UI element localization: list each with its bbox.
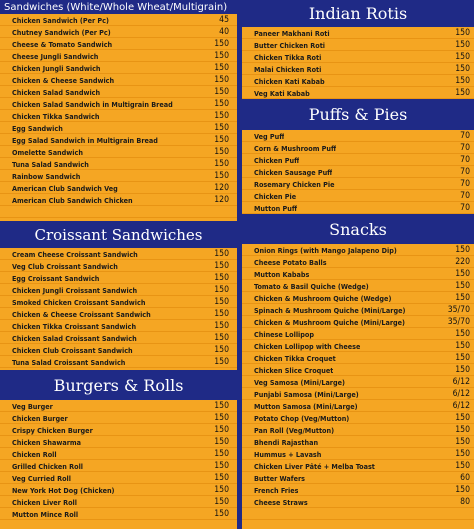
item-name: Chicken Jungli Croissant Sandwich (12, 285, 138, 295)
item-name: Chicken Tikka Roti (254, 52, 322, 62)
item-price: 150 (214, 401, 229, 411)
item-name: Chicken Roll (12, 449, 57, 459)
section-title: Snacks (329, 219, 387, 239)
item-name: Veg Curried Roll (12, 473, 71, 483)
item-name: Chicken Salad Sandwich (12, 87, 101, 97)
section-header-croissant (0, 221, 237, 248)
item-price: 70 (460, 143, 470, 153)
item-name: Chicken Kati Kabab (254, 76, 325, 86)
item-price: 150 (214, 449, 229, 459)
item-price: 150 (214, 39, 229, 49)
item-name: Chicken Jungli Sandwich (12, 63, 101, 73)
item-name: Smoked Chicken Croissant Sandwich (12, 297, 146, 307)
menu-item (242, 202, 474, 214)
menu-item (242, 51, 474, 63)
section-title: Puffs & Pies (308, 105, 408, 124)
menu-item (0, 122, 237, 134)
menu-item (242, 352, 474, 364)
item-price: 150 (214, 159, 229, 169)
item-price: 150 (214, 437, 229, 447)
item-name: Cheese Jungli Sandwich (12, 51, 99, 61)
menu-item (0, 158, 237, 170)
item-price: 35/70 (447, 305, 470, 315)
item-price: 150 (214, 171, 229, 181)
item-name: Tomato & Basil Quiche (Wedge) (254, 281, 369, 291)
section-header-sandwiches (0, 0, 237, 14)
item-name: Veg Kati Kabab (254, 88, 310, 98)
menu-item (0, 134, 237, 146)
item-price: 150 (455, 52, 470, 62)
item-price: 150 (214, 135, 229, 145)
menu-item (0, 182, 237, 194)
item-name: Rainbow Sandwich (12, 171, 81, 181)
menu-item (0, 38, 237, 50)
item-price: 70 (460, 131, 470, 141)
item-price: 70 (460, 191, 470, 201)
menu-item (0, 284, 237, 296)
item-name: Chicken & Cheese Croissant Sandwich (12, 309, 151, 319)
item-price: 45 (219, 15, 229, 25)
item-price: 150 (214, 321, 229, 331)
menu-item (242, 400, 474, 412)
menu-item (242, 87, 474, 99)
item-name: Chicken Slice Croquet (254, 365, 334, 375)
item-price: 150 (455, 88, 470, 98)
item-price: 150 (214, 473, 229, 483)
item-name: Tuna Salad Croissant Sandwich (12, 357, 126, 367)
menu-item (242, 448, 474, 460)
item-name: Onion Rings (with Mango Jalapeno Dip) (254, 245, 397, 255)
item-name: Veg Burger (12, 401, 53, 411)
item-price: 120 (214, 195, 229, 205)
item-price: 60 (460, 473, 470, 483)
item-price: 150 (455, 353, 470, 363)
section-header-rotis (242, 0, 474, 27)
menu-item (0, 86, 237, 98)
item-price: 220 (455, 257, 470, 267)
item-price: 150 (214, 509, 229, 519)
item-name: Chinese Lollipop (254, 329, 314, 339)
menu-item (0, 146, 237, 158)
item-price: 150 (455, 76, 470, 86)
burgers-list (0, 400, 237, 529)
menu-item (242, 496, 474, 508)
item-price: 150 (455, 329, 470, 339)
item-name: Egg Salad Sandwich in Multigrain Bread (12, 135, 158, 145)
item-name: Punjabi Samosa (Mini/Large) (254, 389, 359, 399)
item-name: Mutton Kababs (254, 269, 310, 279)
item-name: Cheese Potato Balls (254, 257, 327, 267)
item-name: Omelette Sandwich (12, 147, 83, 157)
item-price: 150 (214, 123, 229, 133)
item-name: Hummus + Lavash (254, 449, 322, 459)
item-price: 150 (455, 281, 470, 291)
section-header-burgers (0, 370, 237, 400)
item-price: 150 (455, 449, 470, 459)
section-title: Indian Rotis (308, 4, 408, 23)
item-name: Crispy Chicken Burger (12, 425, 93, 435)
menu-item (242, 424, 474, 436)
item-price: 70 (460, 167, 470, 177)
menu-item (242, 364, 474, 376)
item-price: 150 (455, 64, 470, 74)
item-name: Butter Chicken Roti (254, 40, 326, 50)
item-name: Spinach & Mushroom Quiche (Mini/Large) (254, 305, 406, 315)
menu-item (0, 62, 237, 74)
right-column (242, 0, 474, 529)
menu-item (242, 244, 474, 256)
menu-item (0, 74, 237, 86)
menu-item (242, 304, 474, 316)
rotis-list (242, 27, 474, 99)
menu-item (242, 39, 474, 51)
item-price: 150 (455, 485, 470, 495)
item-name: Malai Chicken Roti (254, 64, 322, 74)
item-price: 150 (214, 63, 229, 73)
item-price: 150 (214, 357, 229, 367)
section-header-snacks (242, 214, 474, 244)
item-name: Chicken Sausage Puff (254, 167, 333, 177)
item-name: Chicken & Mushroom Quiche (Mini/Large) (254, 317, 406, 327)
item-price: 70 (460, 179, 470, 189)
item-price: 80 (460, 497, 470, 507)
item-name: French Fries (254, 485, 299, 495)
item-price: 150 (214, 147, 229, 157)
menu-item (242, 388, 474, 400)
item-name: Chicken Puff (254, 155, 300, 165)
item-name: Cheese & Tomato Sandwich (12, 39, 113, 49)
item-price: 150 (214, 413, 229, 423)
menu-item (0, 344, 237, 356)
menu-item (0, 460, 237, 472)
item-price: 150 (455, 293, 470, 303)
menu-item (242, 130, 474, 142)
item-price: 150 (214, 75, 229, 85)
menu-item (0, 308, 237, 320)
item-name: New York Hot Dog (Chicken) (12, 485, 115, 495)
menu-item (0, 412, 237, 424)
item-price: 150 (214, 249, 229, 259)
item-price: 150 (214, 485, 229, 495)
item-price: 150 (455, 40, 470, 50)
menu-item (0, 436, 237, 448)
menu-item (242, 154, 474, 166)
item-price: 150 (455, 245, 470, 255)
menu-item (0, 424, 237, 436)
item-name: Paneer Makhani Roti (254, 28, 330, 38)
item-price: 150 (214, 497, 229, 507)
croissant-list (0, 248, 237, 370)
sandwiches-list (0, 14, 237, 221)
item-name: American Club Sandwich Veg (12, 183, 118, 193)
item-price: 120 (214, 183, 229, 193)
menu-item (0, 50, 237, 62)
menu-item (0, 448, 237, 460)
item-price: 150 (214, 87, 229, 97)
item-price: 6/12 (452, 389, 470, 399)
item-price: 150 (214, 51, 229, 61)
item-price: 150 (214, 285, 229, 295)
item-name: Chicken & Mushroom Quiche (Wedge) (254, 293, 392, 303)
menu-item (0, 332, 237, 344)
item-price: 150 (214, 99, 229, 109)
item-name: Chicken Liver Roll (12, 497, 77, 507)
item-name: Cream Cheese Croissant Sandwich (12, 249, 138, 259)
menu-item (242, 280, 474, 292)
menu-item (0, 248, 237, 260)
item-name: Chicken & Cheese Sandwich (12, 75, 115, 85)
menu-item (0, 170, 237, 182)
item-name: Chicken Tikka Croissant Sandwich (12, 321, 137, 331)
menu-item (0, 260, 237, 272)
item-name: Pan Roll (Veg/Mutton) (254, 425, 335, 435)
item-price: 150 (455, 365, 470, 375)
menu-item (0, 400, 237, 412)
menu-item (0, 110, 237, 122)
menu-item (242, 316, 474, 328)
item-name: Grilled Chicken Roll (12, 461, 84, 471)
item-name: American Club Sandwich Chicken (12, 195, 133, 205)
item-price: 150 (455, 425, 470, 435)
menu-item (242, 484, 474, 496)
menu-item (0, 26, 237, 38)
item-name: Rosemary Chicken Pie (254, 179, 335, 189)
item-name: Egg Sandwich (12, 123, 63, 133)
item-price: 6/12 (452, 377, 470, 387)
item-name: Chicken Salad Croissant Sandwich (12, 333, 137, 343)
item-price: 70 (460, 203, 470, 213)
menu-item (242, 412, 474, 424)
item-price: 150 (214, 273, 229, 283)
menu-item (242, 166, 474, 178)
item-name: Chicken Tikka Sandwich (12, 111, 100, 121)
item-name: Veg Club Croissant Sandwich (12, 261, 118, 271)
item-name: Chicken Sandwich (Per Pc) (12, 15, 109, 25)
item-price: 150 (455, 269, 470, 279)
menu-item (242, 27, 474, 39)
menu-item (242, 472, 474, 484)
item-name: Chicken Burger (12, 413, 68, 423)
menu-item (242, 256, 474, 268)
item-name: Mutton Mince Roll (12, 509, 79, 519)
item-name: Chicken Tikka Croquet (254, 353, 336, 363)
section-title: Sandwiches (White/Whole Wheat/Multigrain) (4, 1, 228, 13)
item-name: Cheese Straws (254, 497, 308, 507)
menu-item (0, 508, 237, 520)
menu-item (0, 296, 237, 308)
item-name: Chicken Pie (254, 191, 297, 201)
item-price: 150 (214, 111, 229, 121)
item-price: 150 (455, 341, 470, 351)
item-price: 40 (219, 27, 229, 37)
item-name: Mutton Puff (254, 203, 298, 213)
item-name: Bhendi Rajasthan (254, 437, 319, 447)
menu-item (242, 268, 474, 280)
item-name: Chicken Lollipop with Cheese (254, 341, 361, 351)
menu-item (0, 320, 237, 332)
menu-item (242, 328, 474, 340)
puffs-list (242, 130, 474, 214)
item-price: 150 (214, 461, 229, 471)
section-title: Burgers & Rolls (53, 375, 184, 395)
item-name: Chutney Sandwich (Per Pc) (12, 27, 111, 37)
menu-item (0, 356, 237, 368)
menu-item (242, 142, 474, 154)
item-name: Tuna Salad Sandwich (12, 159, 89, 169)
item-price: 150 (214, 345, 229, 355)
item-price: 150 (214, 333, 229, 343)
item-price: 35/70 (447, 317, 470, 327)
menu-item (0, 484, 237, 496)
item-name: Corn & Mushroom Puff (254, 143, 337, 153)
menu-item (242, 292, 474, 304)
menu-item (0, 14, 237, 26)
menu-item (242, 75, 474, 87)
item-price: 150 (455, 413, 470, 423)
section-header-puffs (242, 99, 474, 130)
menu-item (0, 272, 237, 284)
item-price: 150 (214, 309, 229, 319)
item-name: Butter Wafers (254, 473, 306, 483)
menu-item (242, 190, 474, 202)
item-price: 6/12 (452, 401, 470, 411)
menu-item (0, 496, 237, 508)
menu-item (242, 340, 474, 352)
snacks-list (242, 244, 474, 529)
item-price: 150 (214, 425, 229, 435)
item-name: Veg Puff (254, 131, 285, 141)
menu-item (242, 436, 474, 448)
item-price: 150 (214, 297, 229, 307)
item-name: Veg Samosa (Mini/Large) (254, 377, 345, 387)
item-name: Chicken Salad Sandwich in Multigrain Bread (12, 99, 173, 109)
item-price: 150 (455, 437, 470, 447)
menu-item (242, 376, 474, 388)
item-name: Mutton Samosa (Mini/Large) (254, 401, 358, 411)
item-price: 150 (455, 28, 470, 38)
item-name: Egg Croissant Sandwich (12, 273, 100, 283)
item-name: Chicken Liver Pâté + Melba Toast (254, 461, 375, 471)
menu-item (0, 472, 237, 484)
item-name: Chicken Club Croissant Sandwich (12, 345, 133, 355)
item-name: Potato Chop (Veg/Mutton) (254, 413, 350, 423)
item-price: 70 (460, 155, 470, 165)
menu-item (242, 63, 474, 75)
item-price: 150 (214, 261, 229, 271)
menu-item (0, 194, 237, 206)
item-price: 150 (455, 461, 470, 471)
section-title: Croissant Sandwiches (34, 225, 203, 244)
item-name: Chicken Shawarma (12, 437, 81, 447)
menu-item (242, 178, 474, 190)
menu-item (242, 460, 474, 472)
menu-item (0, 98, 237, 110)
